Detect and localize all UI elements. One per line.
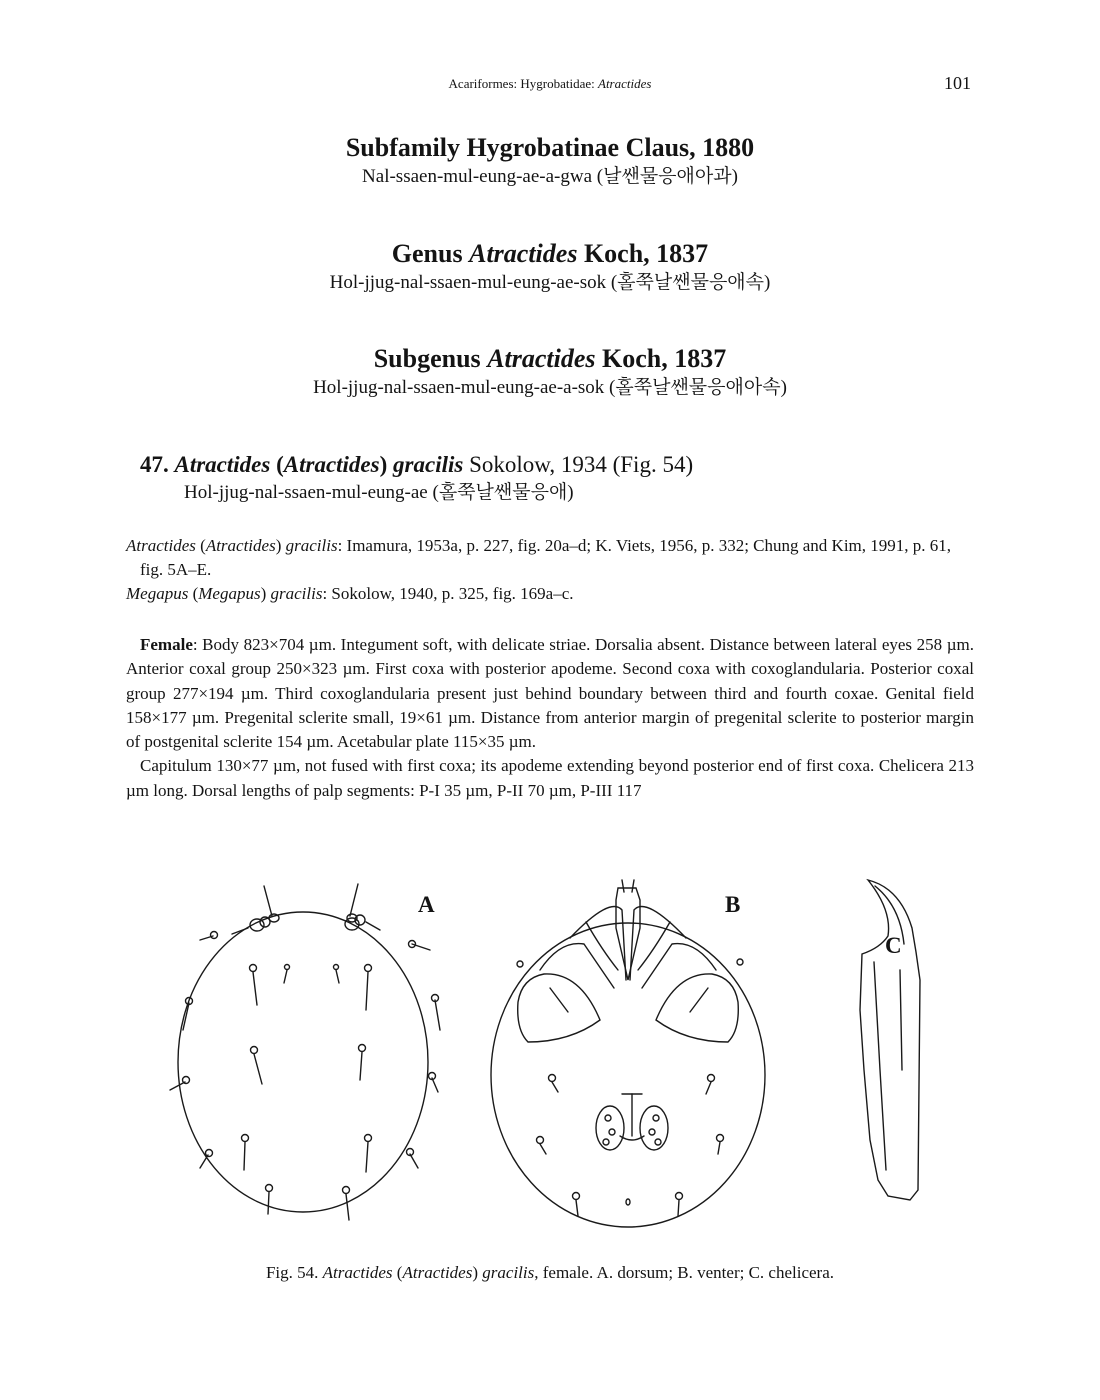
species-genus: Atractides (174, 452, 271, 477)
species-epithet: gracilis (393, 452, 464, 477)
figure-label-c: C (885, 933, 902, 958)
genus-name: Atractides (469, 239, 578, 268)
figure-54 (140, 870, 960, 1245)
subgenus-name: Atractides (487, 344, 596, 373)
capitulum-paragraph: Capitulum 130×77 µm, not fused with first coxa; its apodeme extending beyond posterior end of first coxa. Chelicera 213 µm long. Dorsal lengths of palp segments: P-I 35 µm, P-II 70 µm, P-III 117 (126, 756, 974, 800)
chelicera-drawing (860, 880, 920, 1200)
female-label: Female (140, 635, 193, 654)
synonym-epithet: gracilis (285, 536, 338, 555)
genus-suffix: Koch, 1837 (577, 239, 709, 268)
caption-subgenus: Atractides (402, 1263, 473, 1282)
figure-label-a: A (418, 892, 435, 917)
venter-drawing (491, 880, 765, 1227)
species-paren-open: ( (270, 452, 284, 477)
description-body (126, 633, 974, 803)
subfamily-heading (0, 132, 1100, 190)
subgenus-suffix: Koch, 1837 (595, 344, 727, 373)
genus-prefix: Genus (391, 239, 470, 268)
synonym-entry: Atractides (Atractides) gracilis: Imamura, 1953a, p. 227, fig. 20a–d; K. Viets, 1956, p. 332; Chung and Kim, 1991, p. 61, fig. 5A–E. (126, 536, 952, 579)
running-head-genus: Atractides (598, 76, 652, 91)
caption-genus: Atractides (322, 1263, 393, 1282)
synonym-subgenus: Atractides (205, 536, 276, 555)
synonym-refs: : Imamura, 1953a, p. 227, fig. 20a–d; K. Viets, 1956, p. 332; Chung and Kim, 1991, p. 61, fig. 5A–E. (140, 536, 952, 579)
synonym-subgenus: Megapus (198, 584, 261, 603)
genus-heading (0, 238, 1100, 296)
synonymy (126, 534, 974, 606)
species-heading (140, 450, 693, 480)
running-head (0, 76, 1100, 92)
caption-epithet: gracilis (482, 1263, 535, 1282)
page-number: 101 (944, 73, 971, 93)
genus-title (0, 238, 1100, 270)
synonym-refs: : Sokolow, 1940, p. 325, fig. 169a–c. (322, 584, 574, 603)
species-author: Sokolow, 1934 (Fig. 54) (463, 452, 694, 477)
subfamily-korean: Nal-ssaen-mul-eung-ae-a-gwa (날쌘물응애아과) (362, 166, 738, 187)
species-paren-close: ) (379, 452, 394, 477)
caption-prefix: Fig. 54. (265, 1263, 323, 1282)
species-subgenus: Atractides (283, 452, 380, 477)
synonym-genus: Megapus (126, 584, 189, 603)
subgenus-prefix: Subgenus (373, 344, 488, 373)
female-paragraph (126, 633, 974, 754)
synonym-epithet: gracilis (270, 584, 323, 603)
caption-suffix: , female. A. dorsum; B. venter; C. chelicera. (534, 1263, 835, 1282)
figure-caption: Fig. 54. Atractides (Atractides) gracilis, female. A. dorsum; B. venter; C. chelicera. (265, 1263, 835, 1282)
species-korean: Hol-jjug-nal-ssaen-mul-eung-ae (홀쭉날쌘물응애) (184, 482, 574, 503)
subfamily-title: Subfamily Hygrobatinae Claus, 1880 (345, 133, 755, 162)
genus-korean: Hol-jjug-nal-ssaen-mul-eung-ae-sok (홀쭉날쌘물응애속) (329, 272, 771, 293)
female-text: : Body 823×704 µm. Integument soft, with delicate striae. Dorsalia absent. Distance between lateral eyes 258 µm. Anterior coxal group 250×323 µm. First coxa with posterior apodeme. Second coxa with coxoglandularia. Posterior coxal group 277×194 µm. Third coxoglandularia present just behind boundary between third and fourth coxae. Genital field 158×177 µm. Pregenital sclerite small, 19×61 µm. Distance from anterior margin of pregenital sclerite to posterior margin of postgenital sclerite 154 µm. Acetabular plate 115×35 µm. (126, 635, 974, 752)
subgenus-korean: Hol-jjug-nal-ssaen-mul-eung-ae-a-sok (홀쭉날쌘물응애아속) (313, 377, 787, 398)
subgenus-title (0, 343, 1100, 375)
figure-label-b: B (725, 892, 741, 917)
synonym-genus: Atractides (126, 536, 196, 555)
running-head-text: Acariformes: Hygrobatidae: (448, 76, 598, 91)
subgenus-heading (0, 343, 1100, 401)
species-number: 47. (140, 452, 175, 477)
synonym-entry: Megapus (Megapus) gracilis: Sokolow, 1940, p. 325, fig. 169a–c. (126, 584, 574, 603)
dorsum-drawing (170, 884, 440, 1220)
